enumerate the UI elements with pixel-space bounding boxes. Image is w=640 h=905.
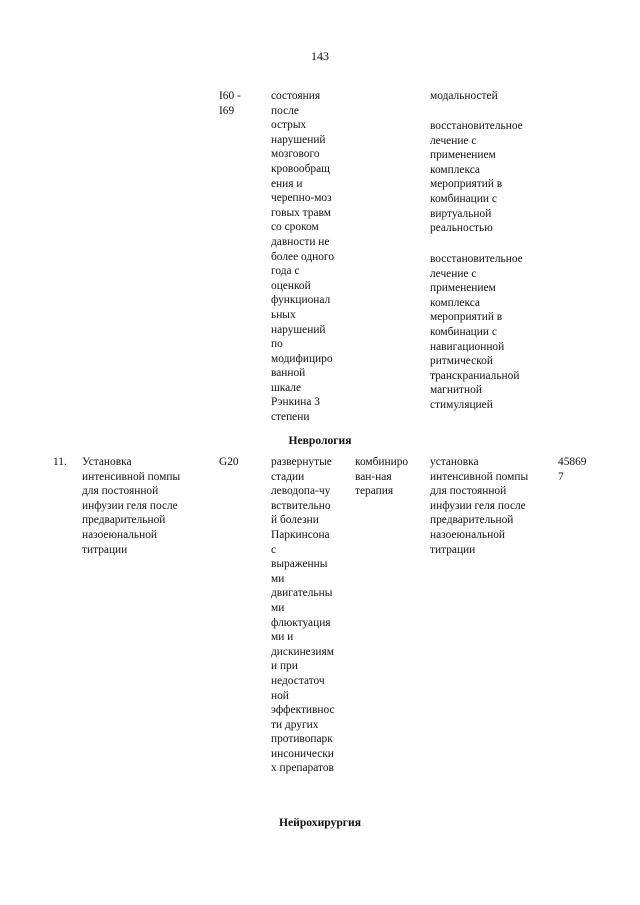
- row-11-number: 11.: [53, 456, 67, 468]
- row-11-cost: 45869 7: [558, 456, 587, 483]
- cont-row-method-1: модальностей: [430, 90, 498, 102]
- row-11-name: Установка интенсивной помпы для постоянной инфузии геля после предварительной назоеюнальной титрации: [82, 456, 181, 556]
- row-11-method: установка интенсивной помпы для постоянной инфузии геля после предварительной назоеюнальной титрации: [430, 456, 529, 556]
- cont-row-method-2: восстановительное лечение с применением комплекса мероприятий в комбинации с виртуальной реальностью: [430, 120, 523, 235]
- cont-row-condition: состояния после острых нарушений мозгового кровообращ ения и черепно-моз говых травм со сроком давности не более одного года с оценкой функционал ьных нарушений по модифициро ванной шкале Рэнкина 3 степени: [271, 90, 335, 424]
- row-11-condition: развернутые стадии леводопа-чу вствительно й болезни Паркинсона с выраженны ми двигательны ми флюктуация ми и дискинезиям и при недостаточ ной эффективнос ти других противопарк инсонически х препаратов: [271, 456, 335, 775]
- section-heading-neurology: Неврология: [288, 434, 352, 447]
- section-heading-neurosurgery: Нейрохирургия: [278, 816, 362, 829]
- row-11-code: G20: [219, 456, 239, 468]
- cont-row-code: I60 - I69: [219, 90, 241, 117]
- row-11-treatment-type: комбиниро ван-ная терапия: [355, 456, 409, 498]
- page-number: 143: [311, 49, 329, 63]
- cont-row-method-3: восстановительное лечение с применением комплекса мероприятий в комбинации с навигационной ритмической транскраниальной магнитной стимуляцией: [430, 253, 523, 411]
